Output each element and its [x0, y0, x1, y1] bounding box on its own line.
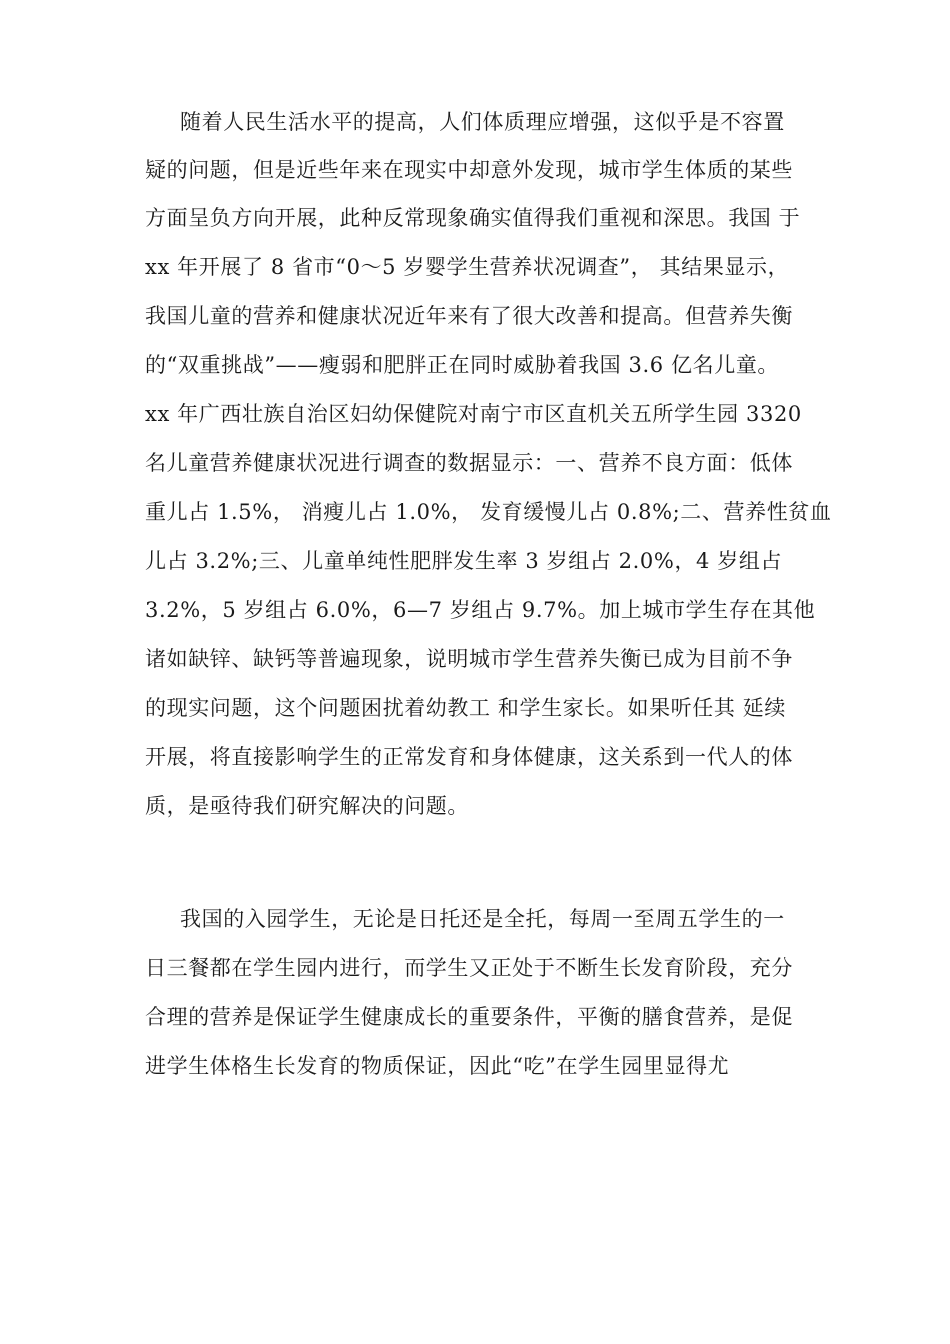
- text-line: 3.2%，5 岁组占 6.0%，6—7 岁组占 9.7%。加上城市学生存在其他: [145, 598, 816, 622]
- text-line: 诸如缺锌、缺钙等普遍现象，说明城市学生营养失衡已成为目前不争: [145, 647, 793, 671]
- text-line: 日三餐都在学生园内进行，而学生又正处于不断生长发育阶段，充分: [145, 956, 793, 980]
- text-line: 的现实问题，这个问题困扰着幼教工 和学生家长。如果听任其 延续: [145, 696, 786, 720]
- text-line: 随着人民生活水平的提高，人们体质理应增强，这似乎是不容置: [180, 110, 785, 134]
- text-line: 进学生体格生长发育的物质保证，因此“吃”在学生园里显得尤: [145, 1054, 730, 1078]
- text-line: 名儿童营养健康状况进行调查的数据显示：一、营养不良方面：低体: [145, 451, 793, 475]
- text-line: 的“双重挑战”——瘦弱和肥胖正在同时威胁着我国 3.6 亿名儿童。: [145, 353, 780, 377]
- text-line: 合理的营养是保证学生健康成长的重要条件，平衡的膳食营养，是促: [145, 1005, 793, 1029]
- text-line: 我国的入园学生，无论是日托还是全托，每周一至周五学生的一: [180, 907, 785, 931]
- text-line: 质，是亟待我们研究解决的问题。: [145, 794, 469, 818]
- text-line: 儿占 3.2%;三、儿童单纯性肥胖发生率 3 岁组占 2.0%，4 岁组占: [145, 549, 783, 573]
- text-line: 我国儿童的营养和健康状况近年来有了很大改善和提高。但营养失衡: [145, 304, 793, 328]
- text-line: 重儿占 1.5%， 消瘦儿占 1.0%， 发育缓慢儿占 0.8%;二、营养性贫血: [145, 500, 832, 524]
- text-line: 开展，将直接影响学生的正常发育和身体健康，这关系到一代人的体: [145, 745, 793, 769]
- text-line: 方面呈负方向开展，此种反常现象确实值得我们重视和深思。我国 于: [145, 206, 801, 230]
- text-line: 疑的问题，但是近些年来在现实中却意外发现，城市学生体质的某些: [145, 158, 793, 182]
- text-line: xx 年开展了 8 省市“0～5 岁婴学生营养状况调查”， 其结果显示，: [145, 255, 790, 279]
- text-line: xx 年广西壮族自治区妇幼保健院对南宁市区直机关五所学生园 3320: [145, 402, 802, 426]
